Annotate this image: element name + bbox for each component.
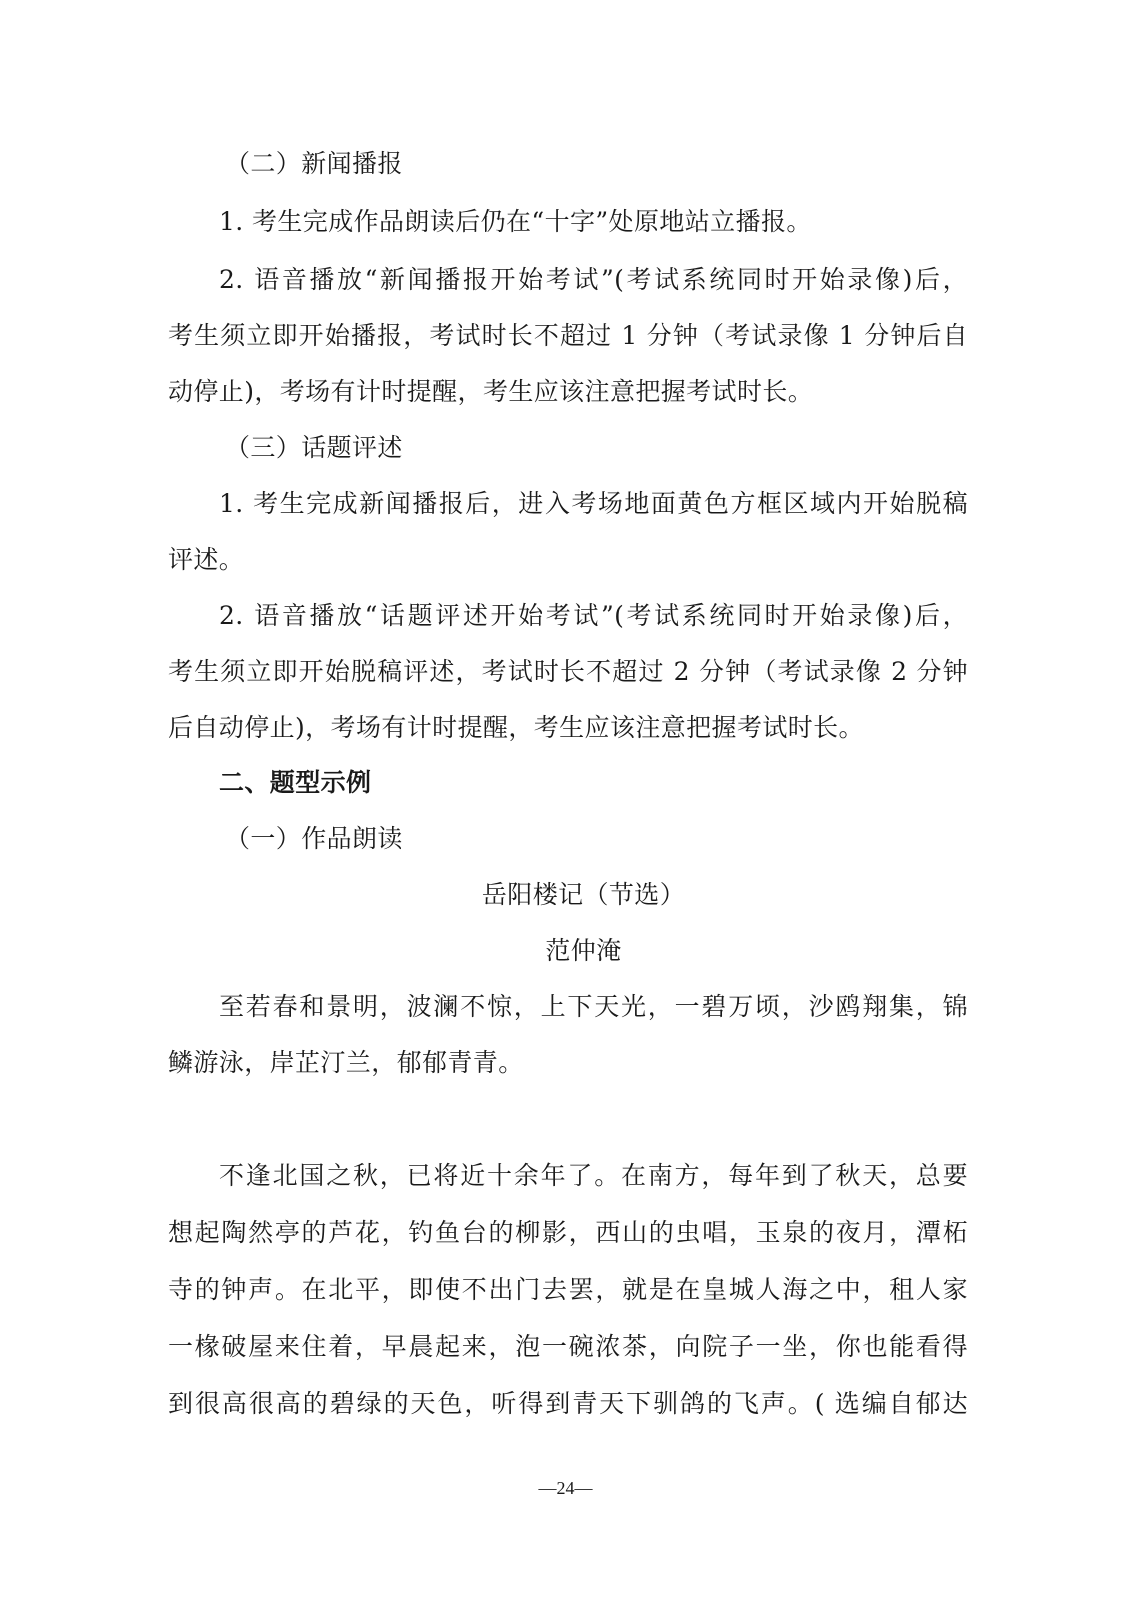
paragraph-line: 2. 语音播放“新闻播报开始考试”(考试系统同时开始录像)后， — [219, 265, 968, 294]
work-title: 岳阳楼记（节选） — [481, 880, 686, 909]
section-heading-news-broadcast: （二）新闻播报 — [225, 149, 403, 178]
paragraph-line: 1. 考生完成作品朗读后仍在“十字”处原地站立播报。 — [219, 207, 812, 236]
page-number: —24— — [538, 1478, 593, 1498]
paragraph-line: 寺的钟声。在北平，即使不出门去罢，就是在皇城人海之中，租人家 — [168, 1275, 968, 1304]
paragraph-line: 鳞游泳，岸芷汀兰，郁郁青青。 — [168, 1048, 524, 1077]
paragraph-line: 至若春和景明，波澜不惊，上下天光，一碧万顷，沙鸥翔集，锦 — [219, 992, 968, 1021]
paragraph-line: 到很高很高的碧绿的天色，听得到青天下驯鸽的飞声。( 选编自郁达 — [168, 1389, 968, 1418]
paragraph-line: 后自动停止)，考场有计时提醒，考生应该注意把握考试时长。 — [168, 713, 864, 742]
subsection-heading-work-reading: （一）作品朗读 — [225, 824, 403, 853]
paragraph-line: 评述。 — [168, 545, 245, 574]
paragraph-line: 想起陶然亭的芦花，钓鱼台的柳影，西山的虫唱，玉泉的夜月，潭柘 — [168, 1218, 968, 1247]
paragraph-line: 2. 语音播放“话题评述开始考试”(考试系统同时开始录像)后， — [219, 601, 968, 630]
paragraph-line: 动停止)，考场有计时提醒，考生应该注意把握考试时长。 — [168, 377, 814, 406]
section-heading-topic-commentary: （三）话题评述 — [225, 433, 403, 462]
paragraph-line: 考生须立即开始脱稿评述，考试时长不超过 2 分钟（考试录像 2 分钟 — [168, 657, 968, 686]
paragraph-line: 考生须立即开始播报，考试时长不超过 1 分钟（考试录像 1 分钟后自 — [168, 321, 968, 350]
section-heading-question-examples: 二、题型示例 — [219, 768, 372, 797]
paragraph-line: 一椽破屋来住着，早晨起来，泡一碗浓茶，向院子一坐，你也能看得 — [168, 1332, 968, 1361]
paragraph-line: 1. 考生完成新闻播报后，进入考场地面黄色方框区域内开始脱稿 — [219, 489, 968, 518]
paragraph-line: 不逢北国之秋，已将近十余年了。在南方，每年到了秋天，总要 — [219, 1161, 968, 1190]
work-author: 范仲淹 — [545, 936, 622, 965]
